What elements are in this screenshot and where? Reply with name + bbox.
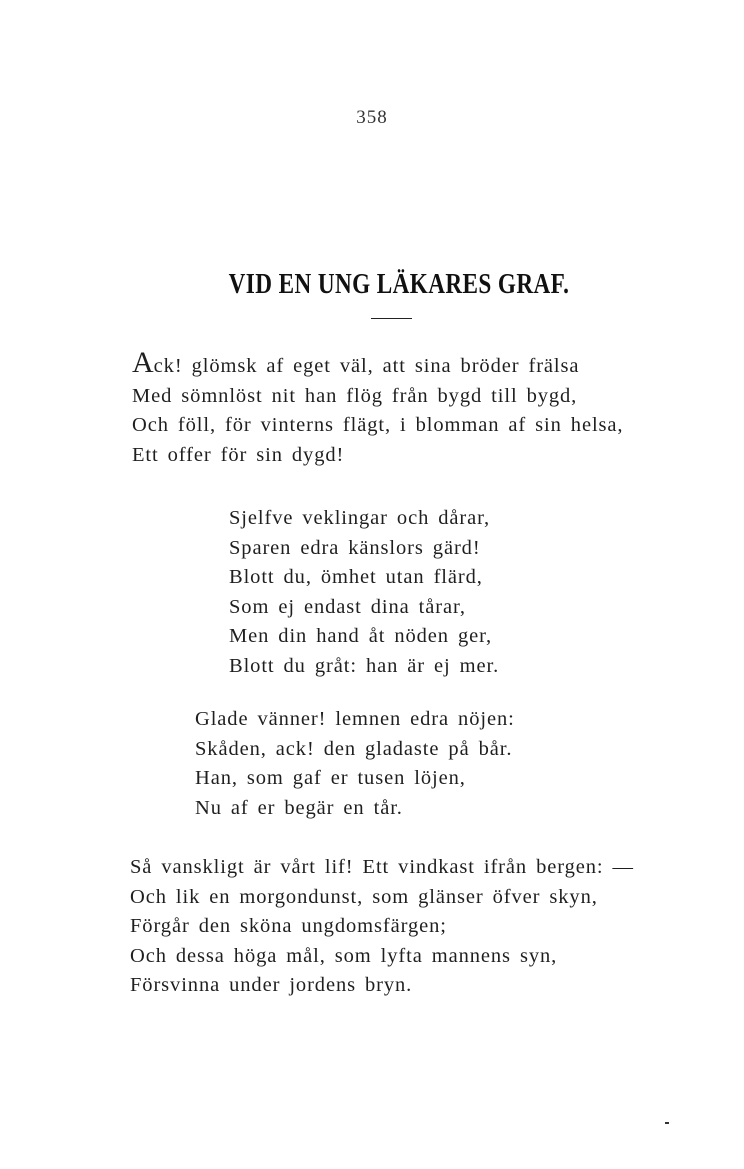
stanza: [229, 504, 499, 681]
verse-line: Blott du gråt: han är ej mer.: [229, 654, 500, 677]
verse-line-text: ck! glömsk af eget väl, att sina bröder frälsa: [153, 355, 580, 377]
verse-line: Glade vänner! lemnen edra nöjen:: [195, 708, 515, 730]
verse-line: Försvinna under jordens bryn.: [130, 974, 413, 996]
verse-line: Som ej endast dina tårar,: [229, 595, 466, 618]
print-speck: [665, 1122, 669, 1124]
drop-cap: A: [132, 346, 154, 379]
verse-line: [132, 346, 623, 382]
verse-line: Sparen edra känslors gärd!: [229, 536, 481, 559]
verse-line: Ett offer för sin dygd!: [132, 443, 345, 466]
verse-line: Och föll, för vinterns flägt, i blomman af sin helsa,: [132, 414, 624, 436]
verse-line: Blott du, ömhet utan flärd,: [229, 566, 483, 588]
verse-line: Nu af er begär en tår.: [195, 796, 403, 819]
verse-line: Han, som gaf er tusen löjen,: [195, 767, 466, 789]
stanza: [130, 853, 634, 1001]
verse-line: Och lik en morgondunst, som glänser öfver skyn,: [130, 885, 598, 908]
title-divider: [371, 318, 412, 319]
verse-line: Så vanskligt är vårt lif! Ett vindkast ifrån bergen: —: [130, 856, 634, 878]
stanza: [132, 346, 624, 470]
stanza: [195, 705, 515, 823]
poem-title: VID EN UNG LÄKARES GRAF.: [228, 268, 570, 300]
verse-line: Förgår den sköna ungdomsfärgen;: [130, 915, 447, 937]
verse-line: Med sömnlöst nit han flög från bygd till bygd,: [132, 384, 578, 407]
verse-line: Skåden, ack! den gladaste på bår.: [195, 737, 513, 760]
page-number: 358: [356, 107, 388, 128]
verse-line: Och dessa höga mål, som lyfta mannens syn,: [130, 944, 558, 967]
verse-line: Sjelfve veklingar och dårar,: [229, 507, 491, 529]
verse-line: Men din hand åt nöden ger,: [229, 625, 493, 647]
